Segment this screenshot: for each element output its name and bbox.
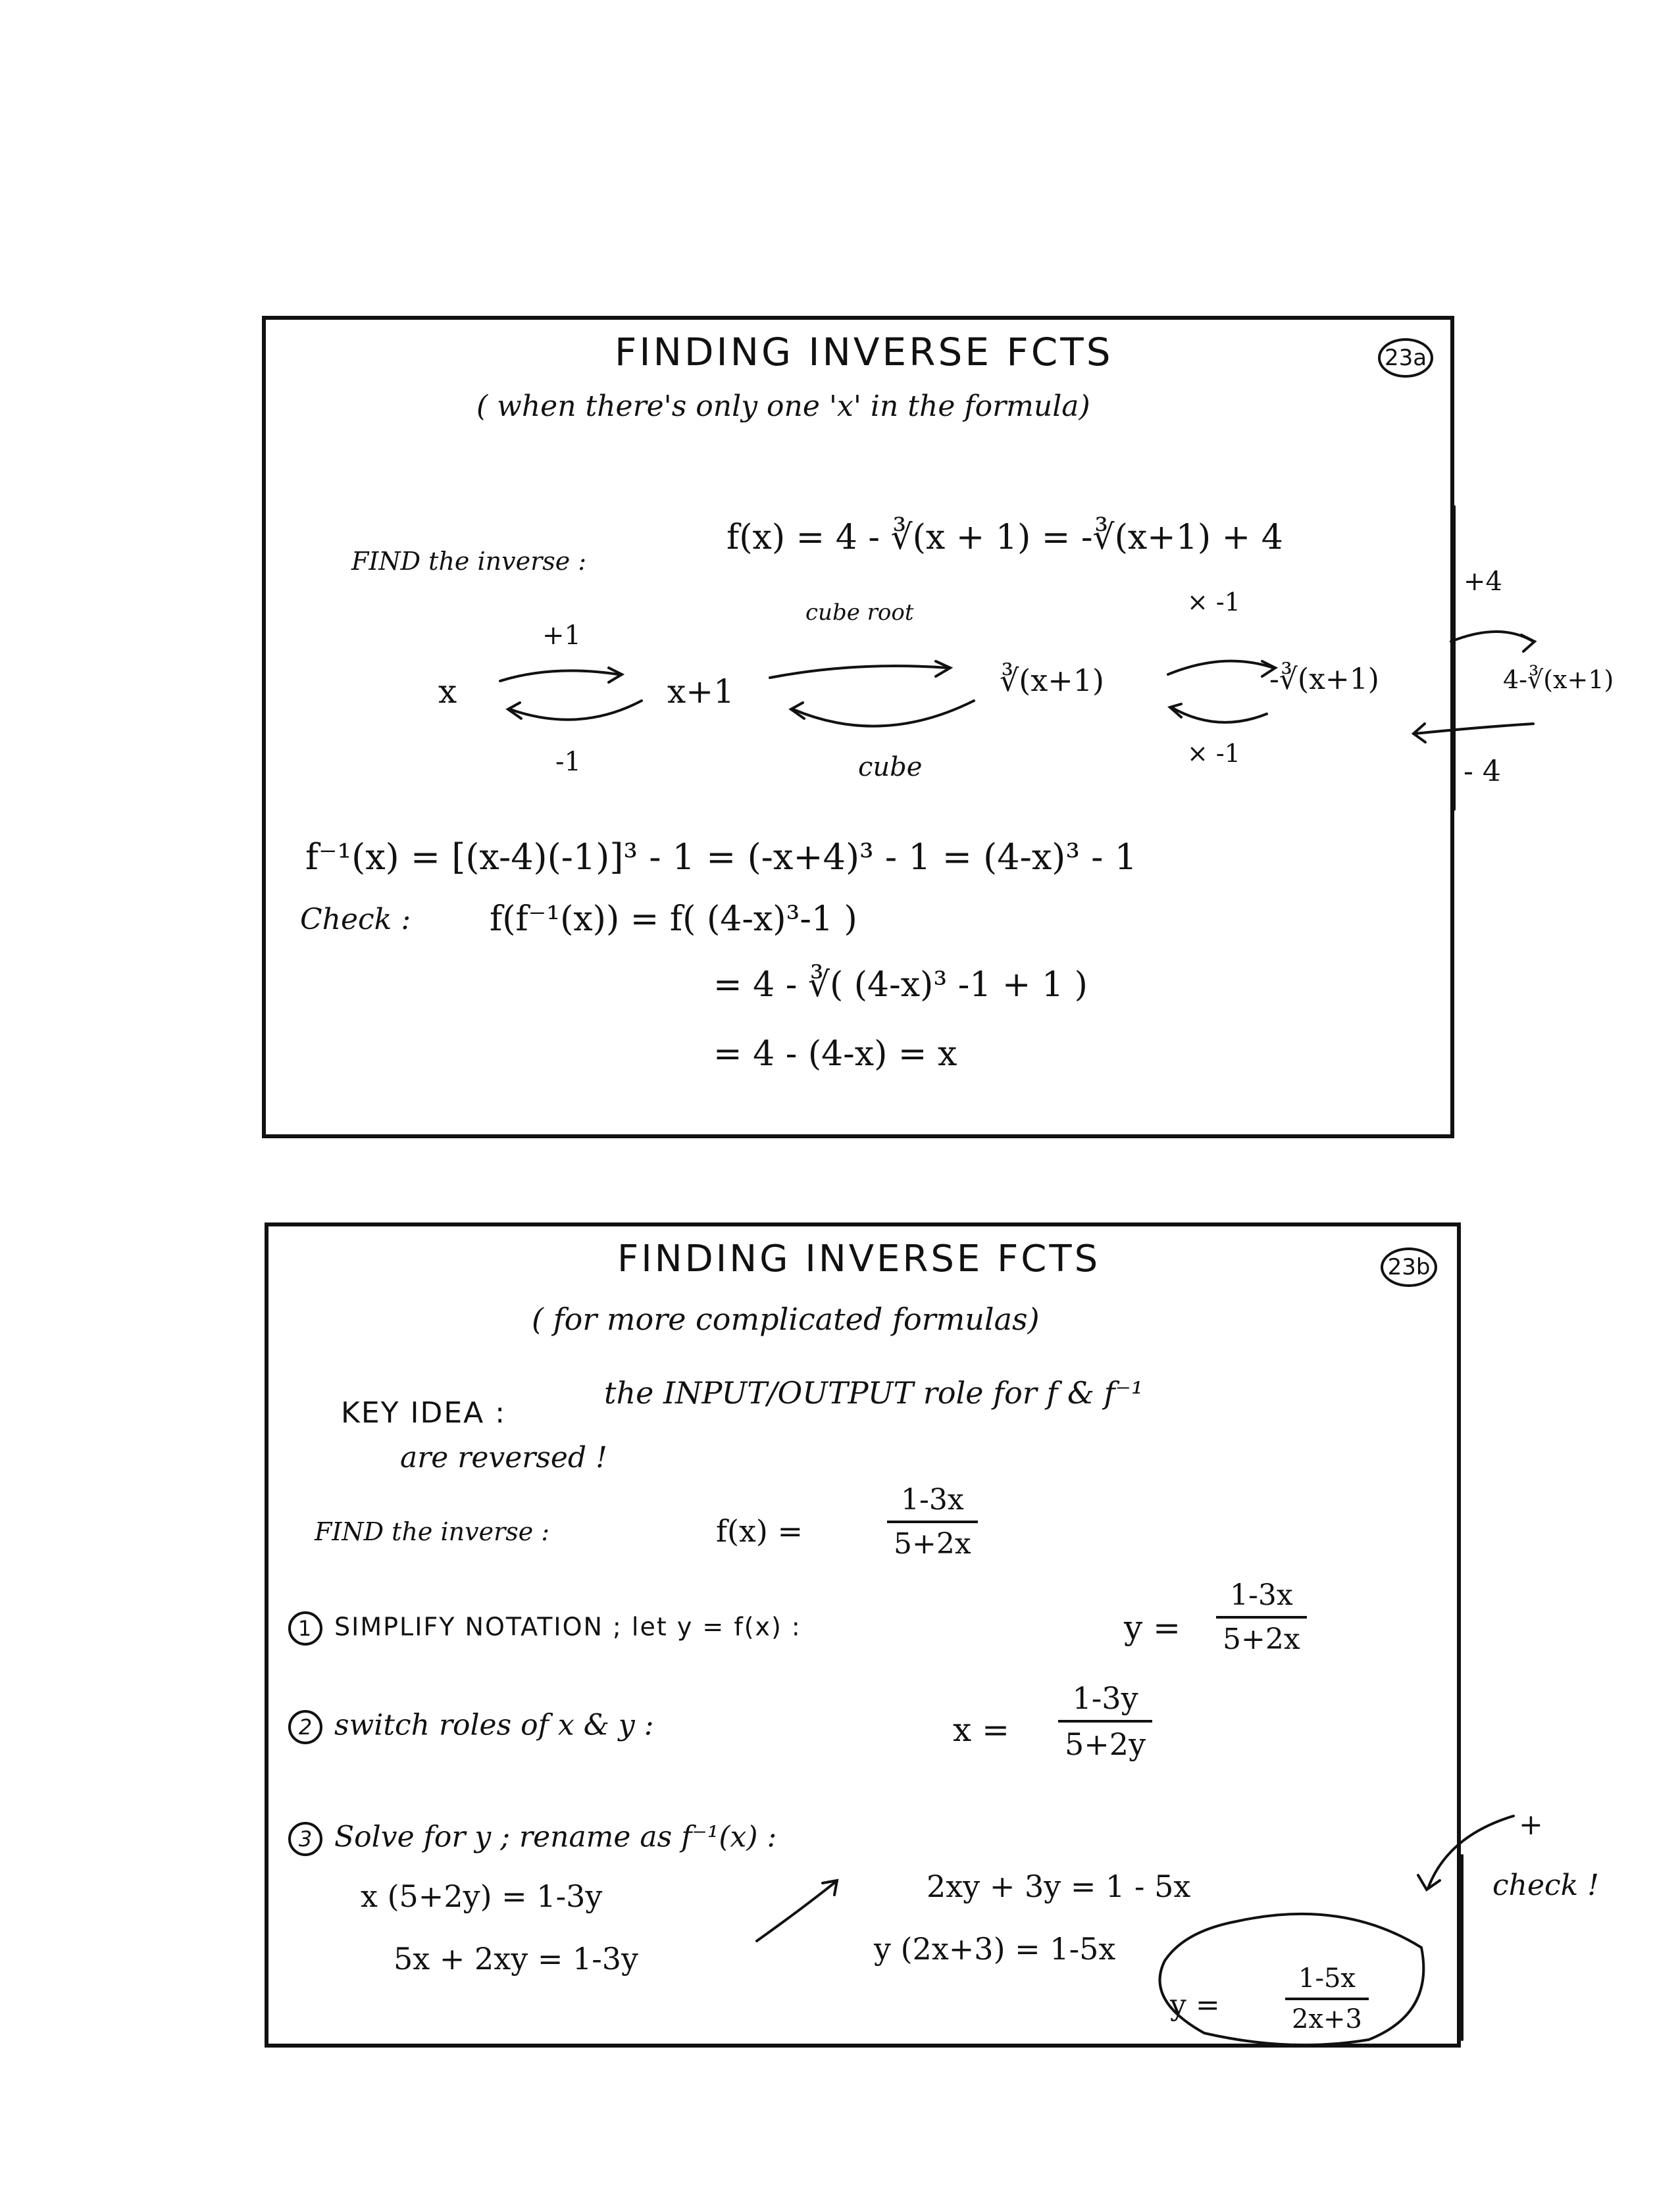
step-2-numerator: 1-3y [1072, 1680, 1138, 1716]
chain-op-cube: cube [858, 752, 923, 782]
step-3-text: Solve for y ; rename as f⁻¹(x) : [334, 1820, 777, 1854]
fx-denominator: 5+2x [894, 1527, 971, 1561]
work-line-3: 2xy + 3y = 1 - 5x [927, 1869, 1191, 1904]
chain-neg-cube-root: -∛(x+1) [1269, 663, 1379, 696]
fx-fraction-bar [887, 1521, 978, 1523]
step-2-denominator: 5+2y [1065, 1726, 1146, 1762]
key-idea-text: the INPUT/OUTPUT role for f & f⁻¹ [604, 1375, 1144, 1411]
answer-denominator: 2x+3 [1292, 2004, 1362, 2034]
key-idea-continuation: are reversed ! [400, 1441, 607, 1474]
step-1-text: SIMPLIFY NOTATION ; let y = f(x) : [334, 1612, 802, 1642]
chain-result: 4-∛(x+1) [1503, 665, 1614, 694]
step-2-fraction-bar [1058, 1720, 1152, 1723]
card-a-title: FINDING INVERSE FCTS [615, 330, 1113, 374]
answer-numerator: 1-5x [1298, 1963, 1356, 1994]
chain-op-times-neg1-fwd: × -1 [1187, 588, 1240, 617]
card-b-fx-lhs: f(x) = [716, 1513, 803, 1549]
chain-x: x [438, 672, 457, 711]
chain-op-times-neg1-back: × -1 [1187, 739, 1240, 768]
card-a-inverse-formula: f⁻¹(x) = [(x-4)(-1)]³ - 1 = (-x+4)³ - 1 = (4-x)³ - 1 [305, 836, 1137, 878]
step-2-text: switch roles of x & y : [334, 1708, 654, 1742]
card-a-find-label: FIND the inverse : [351, 547, 587, 576]
card-a-check-line-3: = 4 - (4-x) = x [713, 1034, 957, 1074]
card-a-badge: 23a [1378, 338, 1433, 378]
step-2 [288, 1710, 654, 1744]
step-1-lhs: y = [1124, 1609, 1181, 1647]
arrow-forward-4-head [1521, 635, 1535, 651]
work-line-1: x (5+2y) = 1-3y [361, 1878, 603, 1914]
card-23a [262, 316, 1614, 1138]
card-b-badge: 23b [1381, 1247, 1437, 1287]
arrow-forward-4 [1451, 632, 1533, 642]
chain-x-plus-1: x+1 [667, 672, 734, 711]
card-a-subtitle: ( when there's only one 'x' in the formula) [476, 390, 1090, 423]
answer-fraction-bar [1285, 1998, 1369, 2000]
side-note-plus: + [1519, 1808, 1543, 1842]
card-b-title: FINDING INVERSE FCTS [617, 1238, 1101, 1280]
step-2-fraction [1058, 1680, 1152, 1762]
answer-fraction [1285, 1963, 1369, 2034]
card-b-find-label: FIND the inverse : [315, 1517, 550, 1546]
card-b-fx-fraction [887, 1483, 978, 1561]
step-3 [288, 1822, 776, 1856]
step-1-fraction [1216, 1578, 1307, 1656]
step-2-number: 2 [288, 1710, 322, 1744]
chain-op-cube-root: cube root [805, 599, 914, 626]
step-1 [288, 1611, 802, 1646]
card-a-check-label: Check : [300, 903, 411, 936]
step-1-fraction-bar [1216, 1616, 1307, 1619]
step-1-numerator: 1-3x [1230, 1578, 1293, 1612]
chain-op-minus-4: - 4 [1464, 755, 1501, 788]
chain-op-minus-1: -1 [555, 747, 581, 777]
card-23b [265, 1222, 1599, 2048]
chain-cube-root: ∛(x+1) [1000, 663, 1104, 698]
card-a-check-line-1: f(f⁻¹(x)) = f( (4-x)³-1 ) [490, 899, 857, 939]
key-idea-label: KEY IDEA : [341, 1396, 507, 1430]
answer-lhs: y = [1170, 1988, 1220, 2022]
step-3-number: 3 [288, 1822, 322, 1856]
work-line-4: y (2x+3) = 1-5x [874, 1931, 1116, 1967]
chain-op-plus-4: +4 [1464, 567, 1502, 597]
card-b-subtitle: ( for more complicated formulas) [532, 1301, 1040, 1337]
work-line-2: 5x + 2xy = 1-3y [394, 1941, 639, 1977]
step-1-number: 1 [288, 1611, 322, 1646]
step-2-lhs: x = [953, 1711, 1009, 1749]
step-1-denominator: 5+2x [1223, 1623, 1300, 1656]
fx-numerator: 1-3x [901, 1483, 964, 1517]
chain-op-plus-1: +1 [542, 620, 581, 651]
card-a-check-line-2: = 4 - ∛( (4-x)³ -1 + 1 ) [713, 965, 1088, 1005]
side-note-check: check ! [1492, 1869, 1599, 1902]
card-a-function-definition: f(x) = 4 - ∛(x + 1) = -∛(x+1) + 4 [726, 518, 1283, 557]
